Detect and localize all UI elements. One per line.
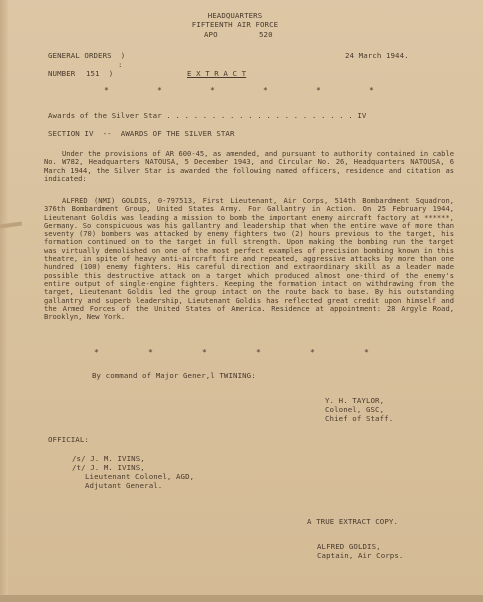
certification-line-2: ALFRED GOLDIS, <box>317 542 381 551</box>
star-separator: * <box>202 348 207 357</box>
header-line-1: HEADQUARTERS <box>207 11 263 20</box>
star-separator: * <box>316 86 321 95</box>
signature-name: Y. H. TAYLOR, <box>325 396 385 405</box>
number-value: 151 ) <box>86 69 114 78</box>
general-orders-label: GENERAL ORDERS ) <box>48 51 126 60</box>
paper-edge-bottom <box>0 595 483 602</box>
toc-line: Awards of the Silver Star . . . . . . . . . . . . . . . . . . . . . IV <box>48 111 367 120</box>
official-line-1: /s/ J. M. IVINS, <box>72 454 145 463</box>
official-line-4: Adjutant General. <box>85 481 163 490</box>
signature-rank: Colonel, GSC, <box>325 405 385 414</box>
header-apo-number: 520 <box>259 30 273 39</box>
star-separator: * <box>310 348 315 357</box>
star-separator: * <box>364 348 369 357</box>
official-line-2: /t/ J. M. IVINS, <box>72 463 145 472</box>
command-line: By command of Major Gener,l TWINING: <box>92 371 256 380</box>
header-line-2: FIFTEENTH AIR FORCE <box>191 20 279 29</box>
star-separator: * <box>94 348 99 357</box>
number-label: NUMBER <box>48 69 76 78</box>
official-label: OFFICIAL: <box>48 435 89 444</box>
paper-edge-left <box>0 0 8 602</box>
official-line-3: Lieutenant Colonel, AGD, <box>85 472 195 481</box>
section-heading: SECTION IV -- AWARDS OF THE SILVER STAR <box>48 129 235 138</box>
star-separator: * <box>256 348 261 357</box>
star-separator: * <box>148 348 153 357</box>
star-separator: * <box>210 86 215 95</box>
certification-line-1: A TRUE EXTRACT COPY. <box>307 517 398 526</box>
star-separator: * <box>157 86 162 95</box>
star-separator: * <box>369 86 374 95</box>
extract-title: E X T R A C T <box>187 69 247 78</box>
star-separator: * <box>104 86 109 95</box>
paragraph-authority: Under the provisions of AR 600-45, as amended, and pursuant to authority contained in cable No. W782, Headquarters NATOUSA, 5 December 1943, and Circular No. 26, Headquarters NATOUSA, 6 March 1944, the Silver Star is awarded the following named officers, residence and citation as indicated: <box>44 149 454 183</box>
certification-line-3: Captain, Air Corps. <box>317 551 404 560</box>
star-separator: * <box>263 86 268 95</box>
order-date: 24 March 1944. <box>345 51 409 60</box>
paragraph-citation: ALFRED (NMI) GOLDIS, 0-797513, First Lieutenant, Air Corps, 514th Bombardment Squadron, 376th Bombardment Group, United States Army. For Gallantry in Action. On 25 February 1944, Lieutenant Goldis was leading a mission to bomb the important enemy aircraft factory at ******, Germany. So conspicuous was his gallantry and leadership that when the entire wave of more than seventy (70) bombers was attacked by enemy fighters two (2) hours previous to the target, his formation continued on to the target in full strength. Upon making the bombing run the target was virtually demolished on one of the most perfect examples of precision bombing known in this theatre, in spite of heavy anti-aircraft fire and repeated, aggressive attacks by more than one hundred (100) enemy fighters. His careful direction and extraordinary skill as a leader made possible this destructive attack on a target which produced almost one-third of the enemy's entire output of single-engine fighters. Keeping the formation intact on withdrawing from the target, Lieutenant Goldis led the group intact on the route back to base. By his outstanding gallantry and superb leadership, Lieutenant Goldis has reflected great credit upon himself and the Armed Forces of the United States of America. Residence at appointment: 28 Argyle Road, Brooklyn, New York. <box>44 196 454 322</box>
header-apo-label: APO <box>204 30 218 39</box>
signature-title: Chief of Staff. <box>325 414 394 423</box>
orders-colon: : <box>118 60 123 69</box>
